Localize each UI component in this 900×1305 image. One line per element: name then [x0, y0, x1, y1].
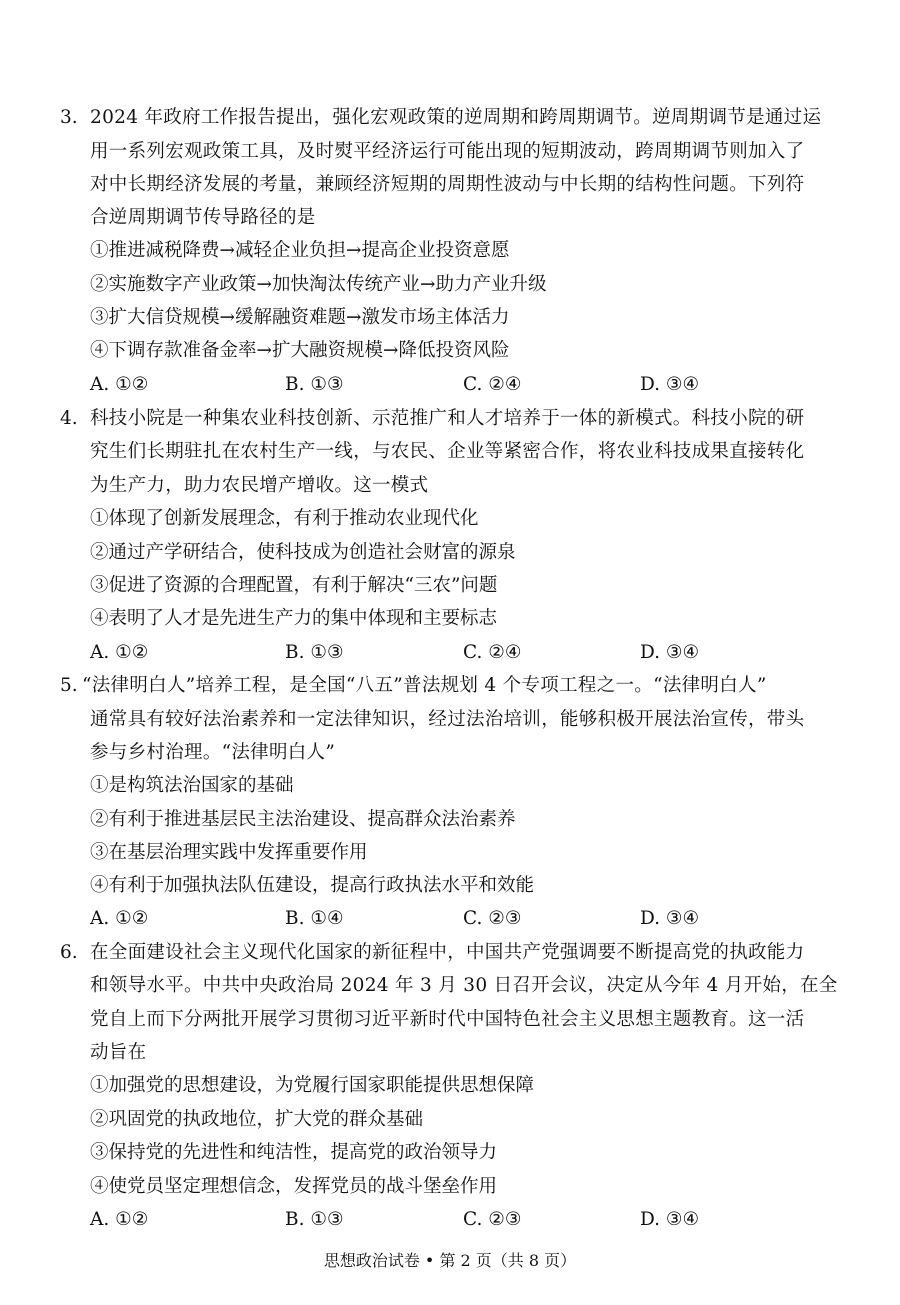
statement-option: ①是构筑法治国家的基础 [90, 775, 294, 796]
statement-option: ①体现了创新发展理念，有利于推动农业现代化 [90, 508, 479, 529]
question-number: 3. [60, 107, 78, 128]
answer-choice-c: C. ②③ [463, 908, 522, 929]
question-stem-line: 为生产力，助力农民增产增收。这一模式 [90, 475, 429, 496]
statement-option: ②有利于推进基层民主法治建设、提高群众法治素养 [90, 809, 516, 830]
question-stem-line: 党自上而下分两批开展学习贯彻习近平新时代中国特色社会主义思想主题教育。这一活 [90, 1009, 805, 1030]
answer-choice-d: D. ③④ [640, 1209, 700, 1230]
question-stem-line: 和领导水平。中共中央政治局 2024 年 3 月 30 日召开会议，决定从今年 4 月开始，在全 [90, 975, 838, 996]
answer-choice-b: B. ①③ [285, 642, 344, 663]
answer-choice-a: A. ①② [90, 374, 149, 395]
question-stem-line: 通常具有较好法治素养和一定法律知识，经过法治培训，能够积极开展法治宣传，带头 [90, 709, 805, 730]
question-stem-line: 究生们长期驻扎在农村生产一线，与农民、企业等紧密合作，将农业科技成果直接转化 [90, 441, 805, 462]
statement-option: ③扩大信贷规模→缓解融资难题→激发市场主体活力 [90, 307, 510, 328]
question-stem-line: 2024 年政府工作报告提出，强化宏观政策的逆周期和跨周期调节。逆周期调节是通过运 [90, 107, 822, 128]
question-number: 6. [60, 942, 78, 963]
question-stem-line: 科技小院是一种集农业科技创新、示范推广和人才培养于一体的新模式。科技小院的研 [90, 408, 805, 429]
question-stem-line: 动旨在 [90, 1042, 147, 1063]
page-footer: 思想政治试卷 • 第 2 页（共 8 页） [323, 1251, 577, 1270]
answer-choice-c: C. ②③ [463, 1209, 522, 1230]
statement-option: ②通过产学研结合，使科技成为创造社会财富的源泉 [90, 542, 516, 563]
statement-option: ④使党员坚定理想信念，发挥党员的战斗堡垒作用 [90, 1176, 498, 1197]
answer-choice-c: C. ②④ [463, 642, 522, 663]
answer-choice-a: A. ①② [90, 642, 149, 663]
answer-choice-b: B. ①④ [285, 908, 344, 929]
question-stem-line: “法律明白人”培养工程，是全国“八五”普法规划 4 个专项工程之一。“法律明白人” [82, 675, 767, 696]
answer-choice-a: A. ①② [90, 908, 149, 929]
question-number: 5. [60, 675, 78, 696]
question-stem-line: 参与乡村治理。“法律明白人” [90, 742, 336, 763]
answer-choice-c: C. ②④ [463, 374, 522, 395]
answer-choice-b: B. ①③ [285, 374, 344, 395]
statement-option: ①加强党的思想建设，为党履行国家职能提供思想保障 [90, 1075, 535, 1096]
question-stem-line: 在全面建设社会主义现代化国家的新征程中，中国共产党强调要不断提高党的执政能力 [90, 942, 805, 963]
question-stem-line: 合逆周期调节传导路径的是 [90, 207, 316, 228]
question-stem-line: 对中长期经济发展的考量，兼顾经济短期的周期性波动与中长期的结构性问题。下列符 [90, 174, 805, 195]
statement-option: ①推进减税降费→减轻企业负担→提高企业投资意愿 [90, 240, 510, 261]
answer-choice-b: B. ①③ [285, 1209, 344, 1230]
question-stem-line: 用一系列宏观政策工具，及时熨平经济运行可能出现的短期波动，跨周期调节则加入了 [90, 141, 805, 162]
statement-option: ④下调存款准备金率→扩大融资规模→降低投资风险 [90, 340, 510, 361]
statement-option: ④表明了人才是先进生产力的集中体现和主要标志 [90, 608, 498, 629]
answer-choice-d: D. ③④ [640, 374, 700, 395]
statement-option: ②实施数字产业政策→加快淘汰传统产业→助力产业升级 [90, 274, 547, 295]
statement-option: ③在基层治理实践中发挥重要作用 [90, 842, 368, 863]
answer-choice-d: D. ③④ [640, 908, 700, 929]
statement-option: ③保持党的先进性和纯洁性，提高党的政治领导力 [90, 1142, 498, 1163]
statement-option: ②巩固党的执政地位，扩大党的群众基础 [90, 1109, 424, 1130]
answer-choice-a: A. ①② [90, 1209, 149, 1230]
statement-option: ③促进了资源的合理配置，有利于解决“三农”问题 [90, 575, 498, 596]
statement-option: ④有利于加强执法队伍建设，提高行政执法水平和效能 [90, 875, 535, 896]
answer-choice-d: D. ③④ [640, 642, 700, 663]
question-number: 4. [60, 408, 78, 429]
